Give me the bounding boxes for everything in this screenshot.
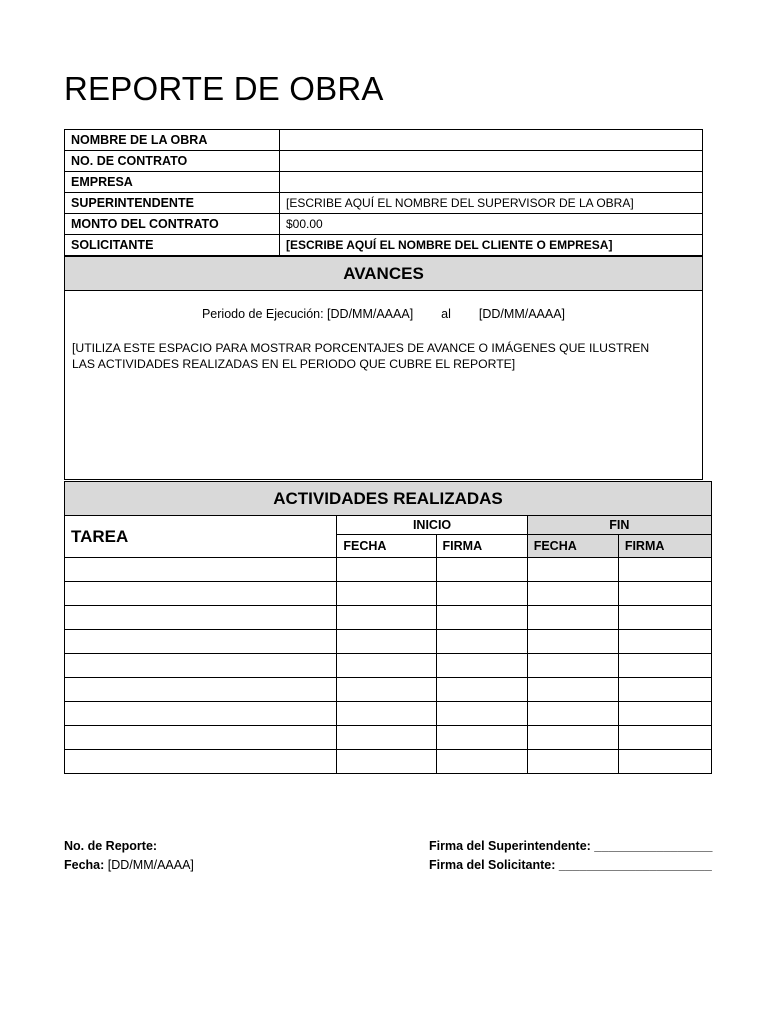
table-cell[interactable] [337, 630, 436, 654]
info-row-superintendente [65, 193, 703, 214]
table-cell[interactable] [65, 750, 337, 774]
table-cell[interactable] [527, 558, 618, 582]
info-label: MONTO DEL CONTRATO [65, 214, 280, 235]
table-cell[interactable] [65, 558, 337, 582]
info-row-empresa [65, 172, 703, 193]
actividades-rows [65, 558, 712, 774]
actividades-group-row [65, 516, 712, 535]
table-cell[interactable] [436, 702, 527, 726]
info-value-monto[interactable]: $00.00 [280, 214, 703, 235]
table-cell[interactable] [618, 750, 711, 774]
no-reporte-label: No. de Reporte: [64, 839, 158, 853]
fecha-value[interactable]: [DD/MM/AAAA] [107, 858, 194, 872]
table-cell[interactable] [65, 726, 337, 750]
info-value-nombre-obra[interactable] [280, 130, 703, 151]
table-cell[interactable] [527, 654, 618, 678]
table-cell[interactable] [618, 702, 711, 726]
table-cell[interactable] [618, 582, 711, 606]
inicio-header: INICIO [337, 516, 527, 535]
table-cell[interactable] [337, 678, 436, 702]
table-row [65, 582, 712, 606]
info-value-solicitante[interactable]: [ESCRIBE AQUÍ EL NOMBRE DEL CLIENTE O EMPRESA] [280, 235, 703, 256]
table-row [65, 558, 712, 582]
table-cell[interactable] [618, 654, 711, 678]
info-value-contrato[interactable] [280, 151, 703, 172]
table-cell[interactable] [337, 582, 436, 606]
info-row-contrato [65, 151, 703, 172]
actividades-heading-row [65, 482, 712, 516]
avances-placeholder-text[interactable]: [UTILIZA ESTE ESPACIO PARA MOSTRAR PORCENTAJES DE AVANCE O IMÁGENES QUE ILUSTREN LAS ACTIVIDADES REALIZADAS EN EL PERIODO QUE CUBRE EL REPORTE] [72, 341, 650, 371]
table-row [65, 702, 712, 726]
tarea-header: TAREA [65, 516, 337, 558]
table-cell[interactable] [436, 582, 527, 606]
info-row-nombre-obra [65, 130, 703, 151]
footer-left [64, 837, 194, 875]
table-cell[interactable] [436, 726, 527, 750]
table-cell[interactable] [527, 606, 618, 630]
info-label: NO. DE CONTRATO [65, 151, 280, 172]
table-cell[interactable] [527, 630, 618, 654]
table-cell[interactable] [337, 726, 436, 750]
table-cell[interactable] [436, 558, 527, 582]
footer-right [429, 837, 712, 875]
table-cell[interactable] [618, 726, 711, 750]
avances-heading: AVANCES [64, 256, 703, 291]
fin-fecha-header: FECHA [527, 535, 618, 558]
periodo-label: Periodo de Ejecución: [DD/MM/AAAA] [201, 307, 414, 321]
fin-firma-header: FIRMA [618, 535, 711, 558]
info-value-superintendente[interactable]: [ESCRIBE AQUÍ EL NOMBRE DEL SUPERVISOR DE LA OBRA] [280, 193, 703, 214]
info-label: SOLICITANTE [65, 235, 280, 256]
table-cell[interactable] [527, 726, 618, 750]
table-cell[interactable] [65, 582, 337, 606]
info-row-monto [65, 214, 703, 235]
periodo-al: al [441, 307, 451, 321]
table-cell[interactable] [618, 630, 711, 654]
actividades-heading: ACTIVIDADES REALIZADAS [65, 482, 712, 516]
info-label: NOMBRE DE LA OBRA [65, 130, 280, 151]
table-cell[interactable] [65, 654, 337, 678]
table-cell[interactable] [618, 558, 711, 582]
table-cell[interactable] [65, 678, 337, 702]
table-cell[interactable] [618, 678, 711, 702]
firma-solicitante[interactable]: Firma del Solicitante: ______________________ [429, 858, 712, 872]
table-row [65, 726, 712, 750]
table-cell[interactable] [65, 606, 337, 630]
table-cell[interactable] [65, 702, 337, 726]
table-cell[interactable] [527, 750, 618, 774]
table-cell[interactable] [337, 606, 436, 630]
table-cell[interactable] [618, 606, 711, 630]
fecha-label: Fecha: [64, 858, 105, 872]
table-cell[interactable] [337, 558, 436, 582]
table-cell[interactable] [337, 750, 436, 774]
fecha-line [64, 856, 194, 875]
table-cell[interactable] [337, 702, 436, 726]
table-row [65, 654, 712, 678]
table-row [65, 750, 712, 774]
periodo-ejecucion [65, 307, 702, 321]
info-row-solicitante [65, 235, 703, 256]
avances-section [64, 290, 703, 480]
table-row [65, 630, 712, 654]
fin-header: FIN [527, 516, 711, 535]
table-cell[interactable] [436, 606, 527, 630]
info-label: SUPERINTENDENTE [65, 193, 280, 214]
page-title: REPORTE DE OBRA [64, 70, 384, 107]
table-cell[interactable] [65, 630, 337, 654]
periodo-end: [DD/MM/AAAA] [478, 307, 566, 321]
table-cell[interactable] [436, 750, 527, 774]
actividades-table [64, 481, 712, 774]
inicio-fecha-header: FECHA [337, 535, 436, 558]
table-cell[interactable] [337, 654, 436, 678]
firma-superintendente[interactable]: Firma del Superintendente: _________________ [429, 839, 713, 853]
table-cell[interactable] [436, 630, 527, 654]
table-cell[interactable] [527, 702, 618, 726]
info-table [64, 129, 703, 256]
table-cell[interactable] [527, 582, 618, 606]
info-label: EMPRESA [65, 172, 280, 193]
table-cell[interactable] [527, 678, 618, 702]
table-cell[interactable] [436, 678, 527, 702]
table-cell[interactable] [436, 654, 527, 678]
info-value-empresa[interactable] [280, 172, 703, 193]
table-row [65, 678, 712, 702]
table-row [65, 606, 712, 630]
inicio-firma-header: FIRMA [436, 535, 527, 558]
